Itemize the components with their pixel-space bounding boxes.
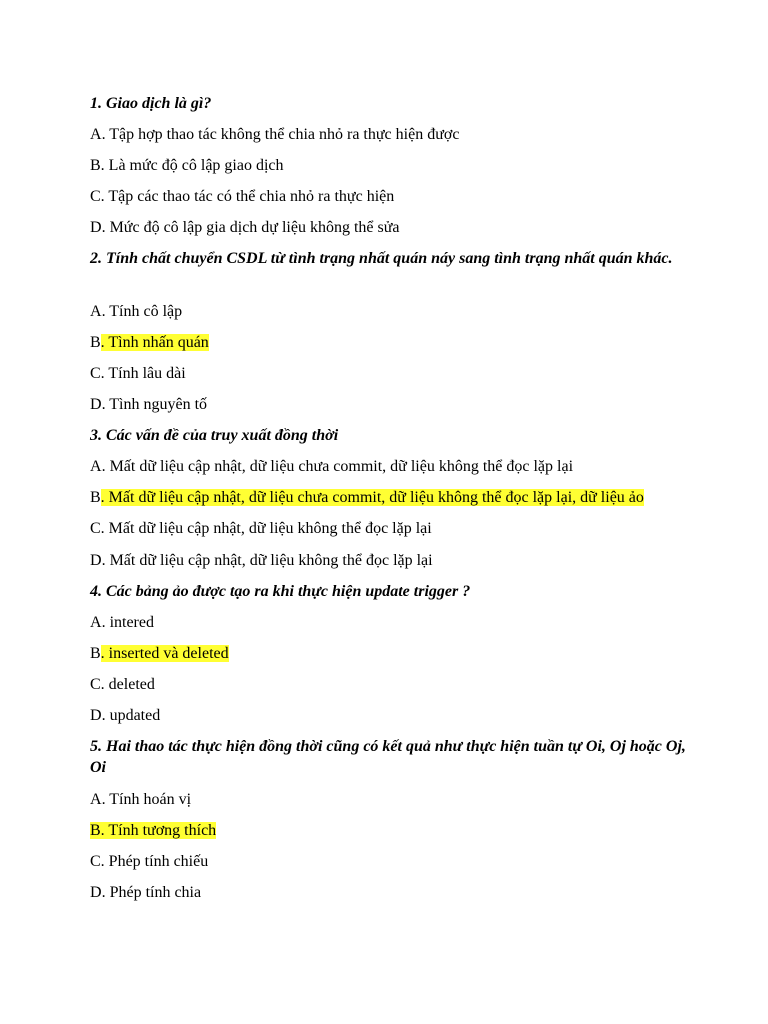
question-5: 5. Hai thao tác thực hiện đồng thời cũng có kết quả như thực hiện tuần tự Oi, Oj hoặc Oj, Oi (90, 738, 686, 776)
question-2: 2. Tính chất chuyển CSDL từ tình trạng nhất quán náy sang tình trạng nhất quán khác. (90, 250, 673, 267)
option-prefix: B (90, 645, 101, 662)
option-text: . deleted (100, 676, 155, 693)
q1-option-b (90, 155, 690, 176)
q1-option-c (90, 186, 690, 207)
question-3: 3. Các vấn đề của truy xuất đồng thời (90, 427, 339, 444)
question-1: 1. Giao dịch là gì? (90, 95, 212, 112)
option-text: . Mức độ cô lập gia dịch dự liệu không thể sửa (101, 219, 400, 236)
q3-option-c (90, 518, 690, 539)
option-text: . Tính hoán vị (101, 791, 192, 808)
q1-option-d (90, 217, 690, 238)
option-prefix: D (90, 219, 102, 236)
option-text: . Tập hợp thao tác không thể chia nhỏ ra thực hiện được (101, 126, 460, 143)
q3-option-b (90, 487, 690, 508)
option-text-highlighted: . Tính tương thích (100, 822, 217, 839)
option-prefix: A (90, 791, 102, 808)
option-text: . updated (101, 707, 161, 724)
option-text: . Tình nguyên tố (101, 396, 208, 413)
option-prefix: D (90, 396, 102, 413)
option-prefix: D (90, 707, 102, 724)
q1-option-a (90, 124, 690, 145)
option-text: . Tính cô lập (101, 303, 183, 320)
q5-option-c (90, 851, 690, 872)
option-text: . Mất dữ liệu cập nhật, dữ liệu không thể đọc lặp lại (101, 552, 433, 569)
option-prefix: A (90, 126, 102, 143)
option-prefix: C (90, 520, 101, 537)
option-text-highlighted: . Tình nhấn quán (100, 334, 209, 351)
option-prefix: C (90, 365, 101, 382)
q4-option-d (90, 705, 690, 726)
q4-option-a (90, 612, 690, 633)
q3-option-a (90, 456, 690, 477)
question-4: 4. Các bảng ảo được tạo ra khi thực hiện update trigger ? (90, 583, 471, 600)
option-text: . Mất dữ liệu cập nhật, dữ liệu không thể đọc lặp lại (100, 520, 432, 537)
option-prefix: A (90, 614, 102, 631)
option-prefix: C (90, 676, 101, 693)
option-text: . Là mức độ cô lập giao dịch (100, 157, 284, 174)
option-prefix: D (90, 552, 102, 569)
q5-option-b (90, 820, 690, 841)
q2-option-c (90, 363, 690, 384)
q4-option-c (90, 674, 690, 695)
option-text: . Tập các thao tác có thể chia nhỏ ra thực hiện (100, 188, 395, 205)
option-prefix: B (90, 334, 101, 351)
option-text: . Tính lâu dài (100, 365, 186, 382)
option-prefix: B (90, 157, 101, 174)
option-prefix: A (90, 303, 102, 320)
option-prefix: C (90, 188, 101, 205)
q5-option-a (90, 789, 690, 810)
q2-option-a (90, 301, 690, 322)
option-prefix: C (90, 853, 101, 870)
q3-option-d (90, 550, 690, 571)
option-text: . Phép tính chiếu (100, 853, 209, 870)
q2-option-b (90, 332, 690, 353)
q2-option-d (90, 394, 690, 415)
q4-option-b (90, 643, 690, 664)
option-prefix-highlighted: B (90, 822, 101, 839)
option-prefix: A (90, 458, 102, 475)
option-text: . intered (101, 614, 154, 631)
option-text-highlighted: . Mất dữ liệu cập nhật, dữ liệu chưa commit, dữ liệu không thể đọc lặp lại, dữ liệu ảo (100, 489, 644, 506)
q5-option-d (90, 882, 690, 903)
option-prefix: D (90, 884, 102, 901)
option-text: . Mất dữ liệu cập nhật, dữ liệu chưa commit, dữ liệu không thể đọc lặp lại (101, 458, 574, 475)
option-prefix: B (90, 489, 101, 506)
option-text: . Phép tính chia (101, 884, 202, 901)
option-text-highlighted: . inserted và deleted (100, 645, 229, 662)
